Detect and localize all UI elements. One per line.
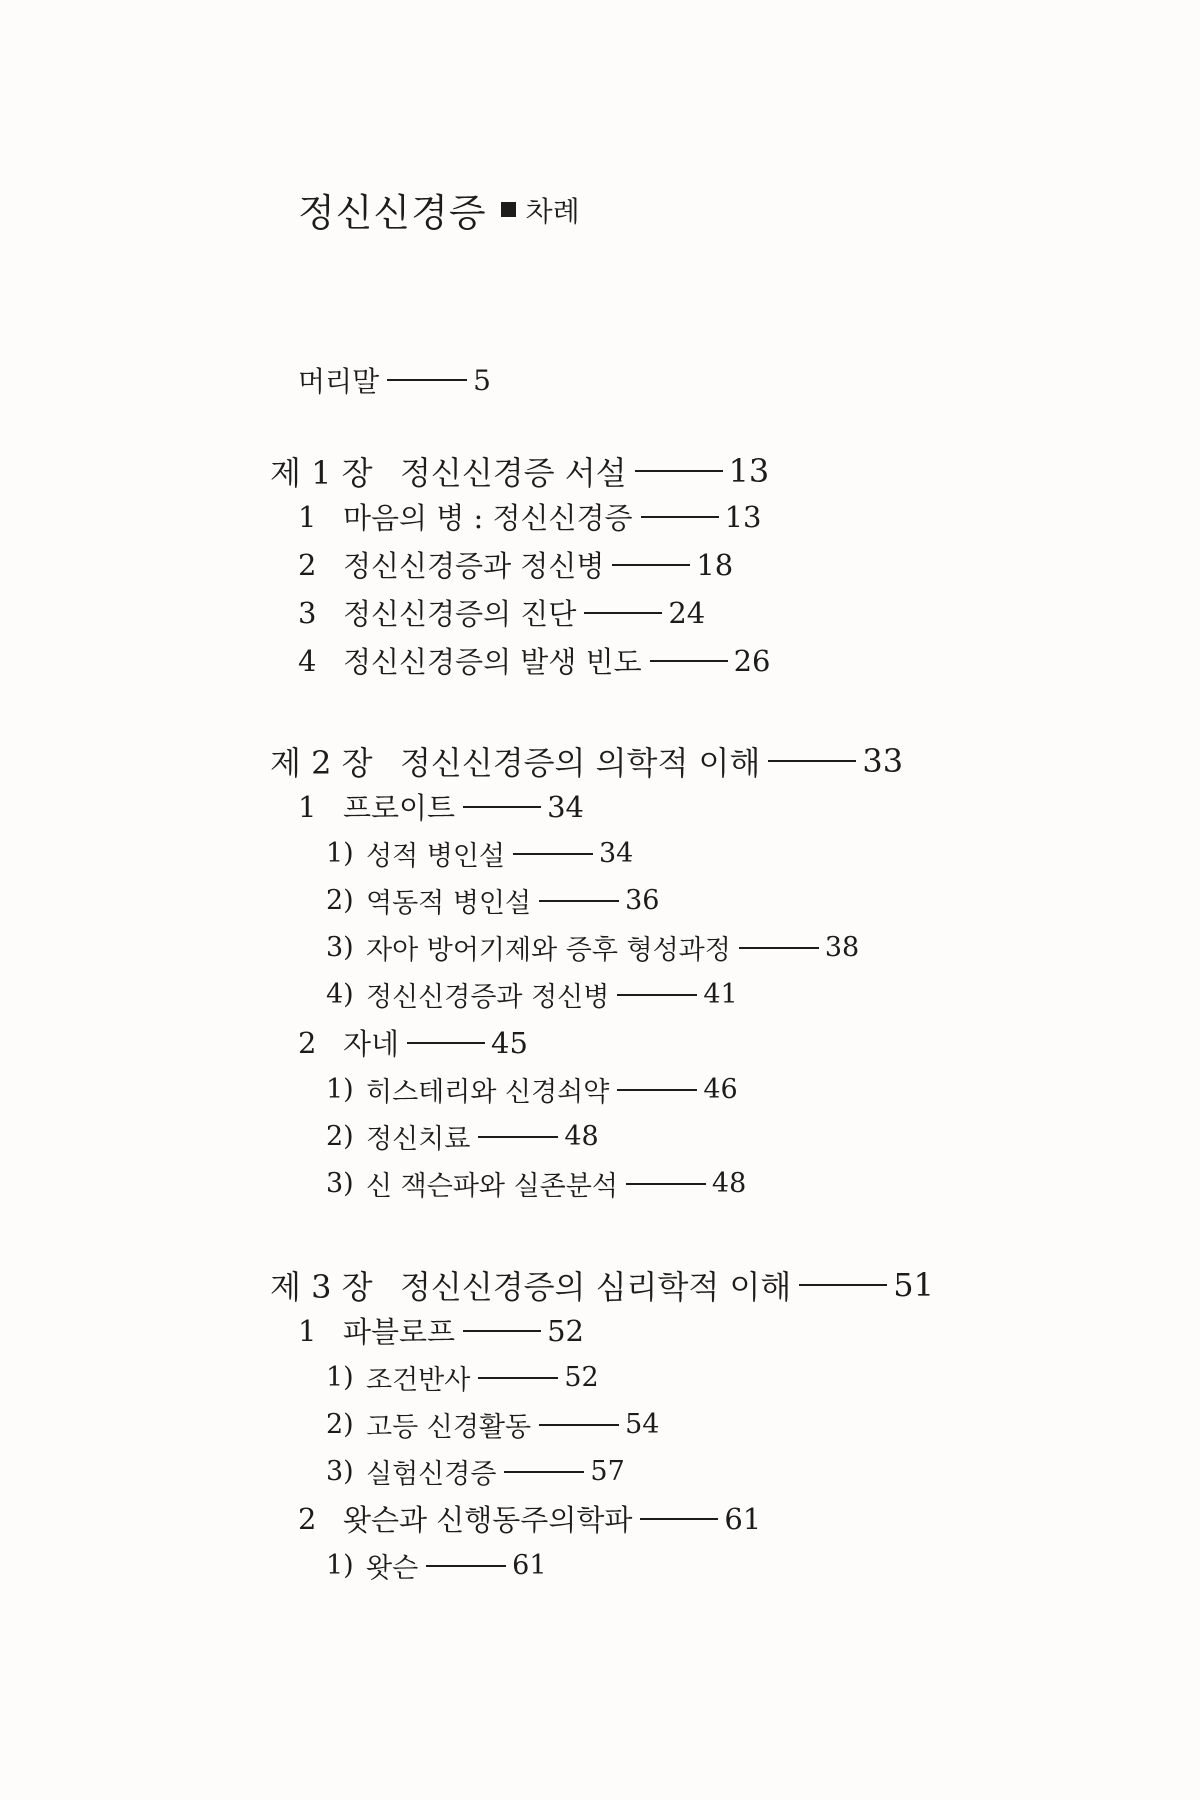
chapter-number: 제 3 장 (270, 1268, 373, 1306)
subsection-number: 3) (326, 1456, 354, 1487)
section-page: 45 (491, 1025, 528, 1060)
leader-dash (426, 1565, 506, 1567)
section-page: 13 (724, 499, 762, 534)
leader-dash (739, 947, 819, 949)
chapter-title: 정신신경증의 심리학적 이해 (400, 1268, 792, 1306)
toc-subsection[interactable] (326, 1164, 746, 1203)
section-page: 26 (733, 643, 771, 678)
toc-label: 차례 (525, 194, 580, 228)
chapter-title: 정신신경증의 의학적 이해 (400, 744, 761, 782)
toc-subsection[interactable] (326, 1358, 599, 1397)
toc-header (298, 182, 580, 237)
section-page: 24 (668, 595, 706, 630)
subsection-number: 1) (326, 1074, 354, 1105)
leader-dash (640, 1518, 718, 1520)
subsection-title: 성적 병인설 (366, 841, 505, 872)
toc-section[interactable] (298, 1498, 761, 1539)
leader-dash (617, 1089, 697, 1091)
subsection-title: 정신치료 (366, 1124, 471, 1155)
toc-subsection[interactable] (326, 975, 738, 1014)
leader-dash (463, 1330, 541, 1332)
subsection-number: 1) (326, 838, 354, 869)
subsection-title: 실험신경증 (366, 1459, 497, 1490)
chapter-page: 13 (728, 452, 770, 490)
section-title: 프로이트 (343, 791, 456, 825)
entry-title: 머리말 (298, 365, 380, 398)
leader-dash (387, 379, 467, 381)
section-title: 정신신경증과 정신병 (343, 549, 605, 583)
section-number: 1 (298, 1313, 317, 1348)
section-number: 3 (298, 595, 317, 630)
toc-subsection[interactable] (326, 1070, 738, 1109)
subsection-page: 54 (625, 1409, 660, 1440)
subsection-page: 48 (711, 1168, 747, 1199)
subsection-title: 역동적 병인설 (366, 888, 532, 919)
toc-section[interactable] (298, 640, 770, 681)
toc-chapter-3[interactable] (270, 1262, 934, 1308)
chapter-number: 제 2 장 (270, 744, 373, 782)
leader-dash (626, 1183, 706, 1185)
leader-dash (513, 853, 593, 855)
toc-subsection[interactable] (326, 928, 859, 967)
section-title: 정신신경증의 진단 (343, 597, 577, 631)
section-number: 2 (298, 1501, 317, 1536)
toc-subsection[interactable] (326, 834, 633, 873)
chapter-title: 정신신경증 서설 (400, 454, 627, 492)
leader-dash (478, 1136, 558, 1138)
section-number: 2 (298, 1025, 317, 1060)
subsection-number: 2) (326, 1121, 354, 1152)
square-bullet-icon (501, 202, 516, 217)
leader-dash (641, 516, 719, 518)
leader-dash (478, 1377, 558, 1379)
toc-subsection[interactable] (326, 881, 659, 920)
subsection-page: 57 (590, 1456, 625, 1487)
subsection-page: 36 (625, 885, 660, 916)
chapter-page: 33 (862, 742, 904, 780)
subsection-number: 3) (326, 1168, 354, 1199)
subsection-page: 46 (703, 1074, 738, 1105)
subsection-title: 히스테리와 신경쇠약 (366, 1077, 610, 1108)
toc-section[interactable] (298, 544, 733, 585)
leader-dash (635, 470, 723, 472)
section-page: 34 (547, 789, 584, 824)
subsection-number: 3) (326, 932, 354, 963)
leader-dash (617, 994, 697, 996)
subsection-title: 자아 방어기제와 증후 형성과정 (366, 935, 731, 966)
section-page: 61 (724, 1501, 762, 1536)
subsection-page: 38 (824, 932, 860, 963)
section-title: 파블로프 (343, 1315, 456, 1349)
section-page: 18 (696, 547, 734, 582)
toc-subsection[interactable] (326, 1546, 547, 1585)
section-title: 자네 (343, 1027, 400, 1061)
leader-dash (768, 760, 856, 762)
section-title: 왓슨과 신행동주의학파 (343, 1503, 633, 1537)
section-title: 정신신경증의 발생 빈도 (343, 645, 642, 679)
leader-dash (539, 1424, 619, 1426)
subsection-page: 48 (564, 1121, 599, 1152)
subsection-number: 2) (326, 885, 354, 916)
toc-section[interactable] (298, 1022, 528, 1063)
subsection-number: 4) (326, 979, 354, 1010)
toc-chapter-2[interactable] (270, 738, 903, 784)
leader-dash (539, 900, 619, 902)
section-number: 2 (298, 547, 317, 582)
subsection-title: 조건반사 (366, 1365, 471, 1396)
leader-dash (799, 1284, 887, 1286)
toc-subsection[interactable] (326, 1452, 625, 1491)
subsection-page: 52 (564, 1362, 599, 1393)
subsection-number: 1) (326, 1362, 354, 1393)
toc-section[interactable] (298, 786, 584, 827)
leader-dash (650, 660, 728, 662)
chapter-page: 51 (893, 1266, 935, 1304)
leader-dash (463, 806, 541, 808)
section-number: 1 (298, 499, 317, 534)
subsection-title: 신 잭슨파와 실존분석 (366, 1171, 618, 1202)
subsection-page: 34 (599, 838, 634, 869)
subsection-title: 고등 신경활동 (366, 1412, 532, 1443)
toc-entry-preface[interactable] (298, 360, 491, 400)
subsection-page: 41 (703, 979, 738, 1010)
toc-subsection[interactable] (326, 1405, 659, 1444)
leader-dash (584, 612, 662, 614)
toc-subsection[interactable] (326, 1117, 599, 1156)
section-number: 4 (298, 643, 317, 678)
chapter-number: 제 1 장 (270, 454, 373, 492)
toc-section[interactable] (298, 496, 761, 537)
subsection-page: 61 (512, 1550, 547, 1581)
leader-dash (612, 564, 690, 566)
book-title: 정신신경증 (298, 191, 487, 235)
subsection-number: 2) (326, 1409, 354, 1440)
section-title: 마음의 병 : 정신신경증 (343, 501, 633, 535)
leader-dash (504, 1471, 584, 1473)
leader-dash (407, 1042, 485, 1044)
entry-page: 5 (473, 363, 491, 397)
section-page: 52 (547, 1313, 584, 1348)
toc-chapter-1[interactable] (270, 448, 769, 494)
subsection-title: 정신신경증과 정신병 (366, 982, 610, 1013)
subsection-title: 왓슨 (366, 1553, 419, 1584)
subsection-number: 1) (326, 1550, 354, 1581)
toc-section[interactable] (298, 1310, 584, 1351)
toc-section[interactable] (298, 592, 705, 633)
section-number: 1 (298, 789, 317, 824)
